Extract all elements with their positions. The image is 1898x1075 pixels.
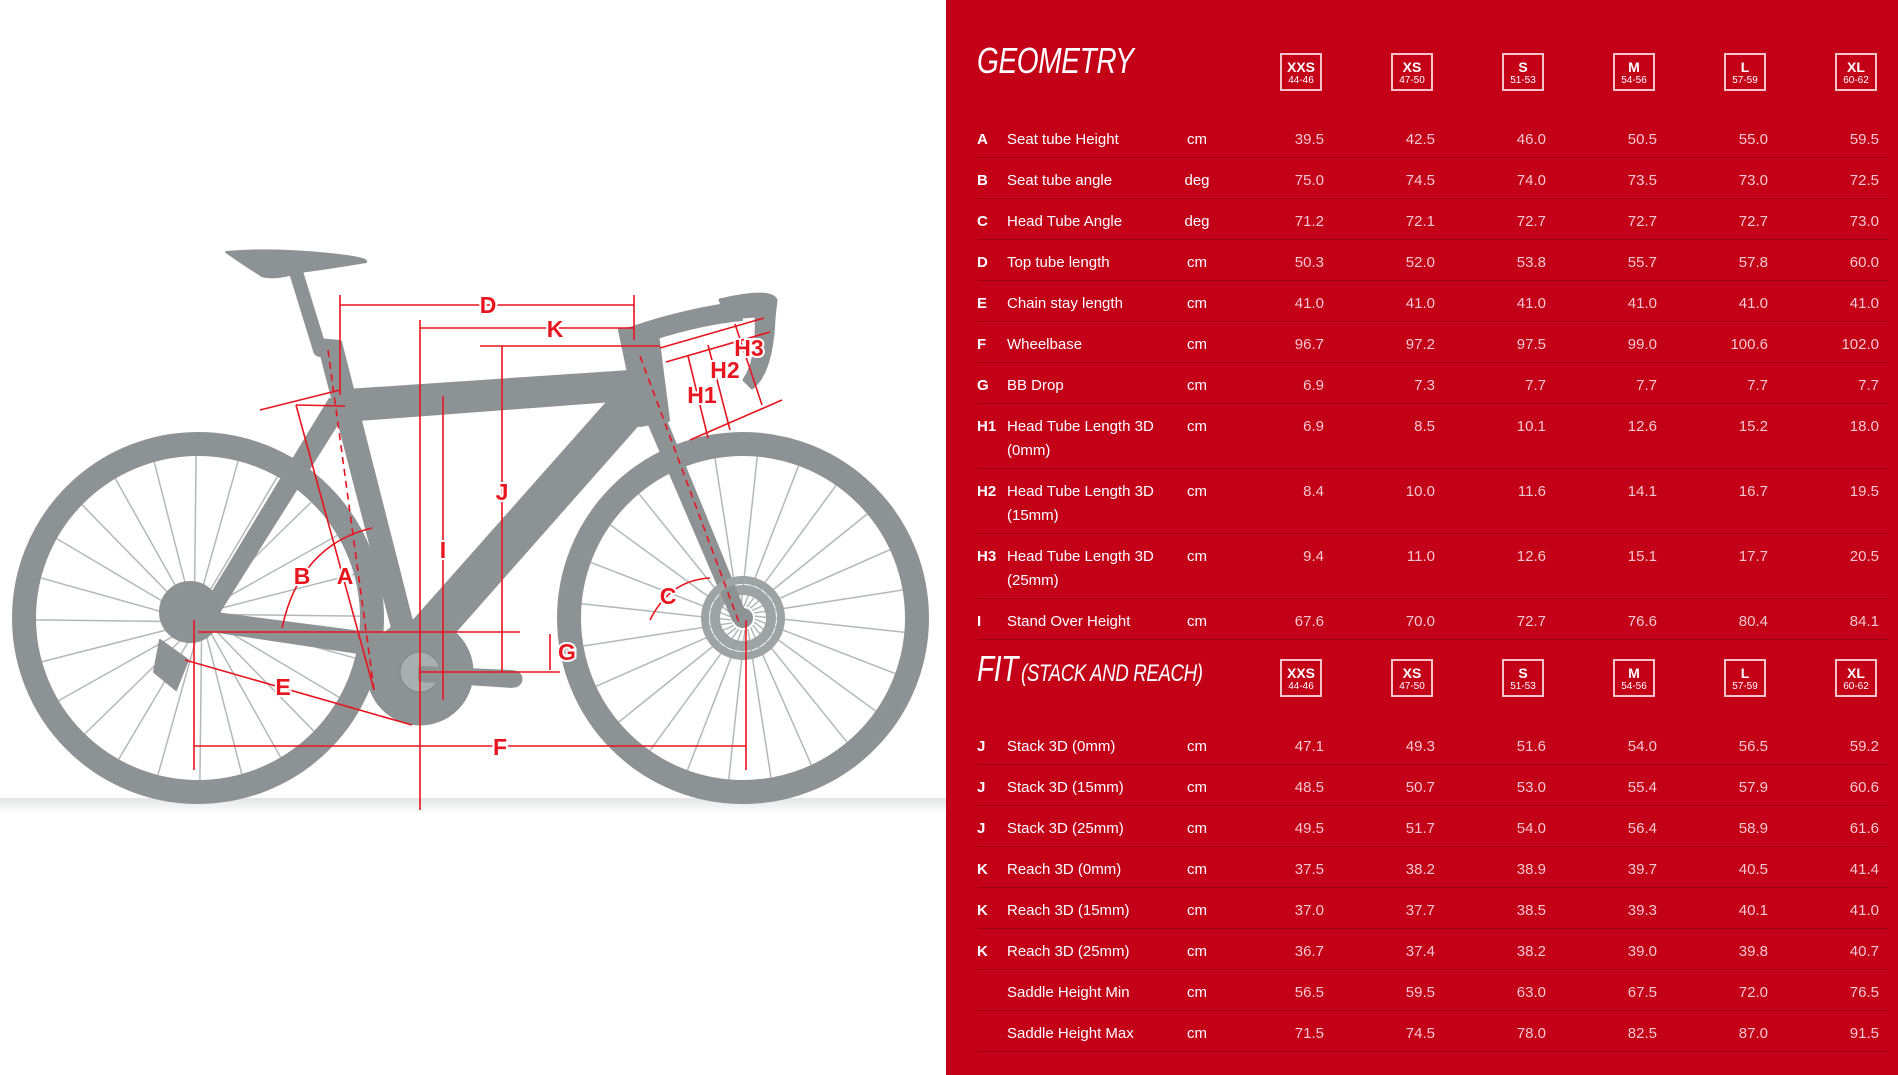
value-l: 41.0: [1738, 295, 1768, 312]
bike-frame: [154, 250, 781, 724]
value-s: 74.0: [1516, 172, 1546, 189]
value-xxs: 8.4: [1303, 483, 1324, 500]
size-header-xs: [1391, 53, 1433, 91]
value-xxs: 6.9: [1303, 377, 1324, 394]
table-row: [977, 199, 1888, 240]
value-l: 58.9: [1738, 820, 1768, 837]
size-range: 44-46: [1288, 681, 1314, 692]
size-range: 44-46: [1288, 75, 1314, 86]
dim-label-h1: H1: [687, 382, 717, 408]
value-l: 7.7: [1747, 377, 1768, 394]
size-name: XL: [1847, 665, 1865, 681]
value-xxs: 67.6: [1294, 613, 1324, 630]
size-header-s: [1502, 659, 1544, 697]
row-letter: B: [977, 172, 988, 189]
value-m: 99.0: [1627, 336, 1657, 353]
table-row: [977, 970, 1888, 1011]
value-l: 72.0: [1738, 984, 1768, 1001]
size-header-xxs: [1280, 53, 1322, 91]
row-label: Stack 3D (0mm): [1007, 738, 1116, 755]
value-xxs: 37.0: [1294, 902, 1324, 919]
row-label: Chain stay length: [1007, 295, 1123, 312]
value-xxs: 71.5: [1294, 1025, 1324, 1042]
value-s: 53.0: [1516, 779, 1546, 796]
value-xl: 18.0: [1849, 418, 1879, 435]
value-l: 15.2: [1738, 418, 1768, 435]
value-xl: 60.0: [1849, 254, 1879, 271]
value-xl: 7.7: [1858, 377, 1879, 394]
value-s: 72.7: [1516, 613, 1546, 630]
size-name: L: [1740, 665, 1750, 681]
row-label: Stack 3D (25mm): [1007, 820, 1124, 837]
size-range: 60-62: [1843, 75, 1869, 86]
wheel-spoke: [208, 628, 281, 757]
value-xs: 8.5: [1414, 418, 1435, 435]
row-unit: cm: [1187, 820, 1207, 837]
dim-label-e: E: [275, 674, 291, 700]
row-letter: C: [977, 213, 988, 230]
row-label: Seat tube angle: [1007, 172, 1113, 189]
value-xxs: 47.1: [1294, 738, 1324, 755]
value-xl: 41.0: [1849, 902, 1879, 919]
row-letter: I: [977, 613, 982, 630]
value-xs: 7.3: [1414, 377, 1435, 394]
row-letter: D: [977, 254, 988, 271]
value-xl: 41.4: [1849, 861, 1879, 878]
size-header-l: [1724, 53, 1766, 91]
dim-label-k: K: [546, 316, 564, 342]
value-m: 67.5: [1627, 984, 1657, 1001]
value-xs: 51.7: [1405, 820, 1435, 837]
wheel-spoke: [119, 632, 195, 760]
value-xl: 60.6: [1849, 779, 1879, 796]
value-l: 57.8: [1738, 254, 1768, 271]
value-s: 97.5: [1516, 336, 1546, 353]
dim-label-g: G: [558, 639, 576, 665]
value-xs: 11.0: [1406, 548, 1435, 565]
size-name: M: [1628, 665, 1640, 681]
table-row: [977, 847, 1888, 888]
value-m: 41.0: [1627, 295, 1657, 312]
row-letter: K: [977, 943, 988, 960]
dim-label-c: C: [659, 583, 677, 609]
value-s: 11.6: [1517, 483, 1546, 500]
value-xs: 41.0: [1405, 295, 1435, 312]
value-m: 55.7: [1627, 254, 1657, 271]
wheel-spoke: [202, 477, 278, 605]
value-m: 39.3: [1627, 902, 1657, 919]
value-xl: 19.5: [1849, 483, 1879, 500]
row-label: Wheelbase: [1007, 336, 1083, 353]
table-row: [977, 888, 1888, 929]
dim-label-b: B: [293, 563, 311, 589]
value-s: 12.6: [1516, 548, 1546, 565]
value-xxs: 6.9: [1303, 418, 1324, 435]
row-unit: cm: [1187, 131, 1207, 148]
row-label: Head Tube Length 3D (15mm): [1007, 483, 1154, 524]
size-header-m: [1613, 53, 1655, 91]
size-header-s: [1502, 53, 1544, 91]
size-range: 51-53: [1510, 75, 1536, 86]
value-s: 38.2: [1516, 943, 1546, 960]
value-s: 51.6: [1516, 738, 1546, 755]
value-s: 72.7: [1516, 213, 1546, 230]
row-unit: deg: [1184, 213, 1210, 230]
value-l: 73.0: [1738, 172, 1768, 189]
value-m: 50.5: [1627, 131, 1657, 148]
value-xl: 20.5: [1849, 548, 1879, 565]
size-header-l: [1724, 659, 1766, 697]
value-xl: 73.0: [1849, 213, 1879, 230]
size-range: 54-56: [1621, 75, 1647, 86]
value-xs: 50.7: [1405, 779, 1435, 796]
value-xxs: 71.2: [1294, 213, 1324, 230]
row-unit: cm: [1187, 943, 1207, 960]
row-letter: J: [977, 820, 986, 837]
value-xs: 38.2: [1405, 861, 1435, 878]
value-m: 15.1: [1627, 548, 1657, 565]
size-name: S: [1518, 665, 1528, 681]
value-l: 39.8: [1738, 943, 1768, 960]
value-m: 56.4: [1627, 820, 1657, 837]
row-unit: cm: [1187, 418, 1207, 435]
value-xs: 10.0: [1405, 483, 1435, 500]
value-s: 7.7: [1525, 377, 1546, 394]
value-xs: 97.2: [1405, 336, 1435, 353]
row-unit: cm: [1187, 483, 1207, 500]
size-name: L: [1740, 59, 1750, 75]
size-range: 57-59: [1732, 681, 1758, 692]
size-range: 51-53: [1510, 681, 1536, 692]
size-range: 60-62: [1843, 681, 1869, 692]
value-xs: 42.5: [1405, 131, 1435, 148]
row-label: Top tube length: [1007, 254, 1110, 271]
row-label: Saddle Height Min: [1007, 984, 1130, 1001]
size-range: 54-56: [1621, 681, 1647, 692]
size-header-xl: [1835, 659, 1877, 697]
dim-label-j: J: [495, 479, 509, 505]
value-xs: 74.5: [1405, 172, 1435, 189]
row-letter: G: [977, 377, 989, 394]
value-xxs: 9.4: [1303, 548, 1324, 565]
value-s: 38.9: [1516, 861, 1546, 878]
row-label: Saddle Height Max: [1007, 1025, 1134, 1042]
table-row: [977, 1011, 1888, 1052]
value-s: 53.8: [1516, 254, 1546, 271]
row-unit: cm: [1187, 548, 1207, 565]
table-row: [977, 404, 1888, 469]
value-m: 12.6: [1627, 418, 1657, 435]
row-letter: K: [977, 861, 988, 878]
value-xxs: 36.7: [1294, 943, 1324, 960]
value-l: 56.5: [1738, 738, 1768, 755]
value-s: 78.0: [1516, 1025, 1546, 1042]
size-range: 47-50: [1399, 681, 1425, 692]
value-xxs: 49.5: [1294, 820, 1324, 837]
row-unit: deg: [1184, 172, 1210, 189]
value-xl: 91.5: [1849, 1025, 1879, 1042]
value-xxs: 41.0: [1294, 295, 1324, 312]
row-letter: K: [977, 902, 988, 919]
row-unit: cm: [1187, 861, 1207, 878]
row-letter: E: [977, 295, 988, 312]
value-xxs: 39.5: [1294, 131, 1324, 148]
value-m: 82.5: [1627, 1025, 1657, 1042]
size-name: XXS: [1286, 59, 1315, 75]
row-letter: F: [977, 336, 987, 353]
row-letter: H3: [977, 548, 997, 565]
value-m: 39.7: [1627, 861, 1657, 878]
dim-label-h2: H2: [710, 357, 740, 383]
table-row: [977, 322, 1888, 363]
row-unit: cm: [1187, 984, 1207, 1001]
table-row: [977, 724, 1888, 765]
value-s: 46.0: [1516, 131, 1546, 148]
row-unit: cm: [1187, 1025, 1207, 1042]
table-row: [977, 281, 1888, 322]
size-name: XS: [1402, 59, 1422, 75]
value-xl: 59.2: [1849, 738, 1879, 755]
value-xs: 49.3: [1405, 738, 1435, 755]
bike-geometry-diagram: [0, 0, 946, 1075]
dim-label-h3: H3: [734, 335, 764, 361]
size-name: M: [1628, 59, 1640, 75]
bike-illustration: [0, 0, 946, 1075]
table-row: [977, 765, 1888, 806]
row-letter: J: [977, 779, 986, 796]
fit-title: FIT (STACK AND REACH): [977, 648, 1203, 689]
row-label: Reach 3D (0mm): [1007, 861, 1122, 878]
row-label: Reach 3D (15mm): [1007, 902, 1130, 919]
size-header-m: [1613, 659, 1655, 697]
value-xxs: 75.0: [1294, 172, 1324, 189]
table-row: [977, 929, 1888, 970]
row-unit: cm: [1187, 738, 1207, 755]
value-m: 54.0: [1627, 738, 1657, 755]
size-header-xs: [1391, 659, 1433, 697]
value-xs: 37.7: [1405, 902, 1435, 919]
table-row: [977, 806, 1888, 847]
value-l: 40.1: [1738, 902, 1768, 919]
value-m: 7.7: [1636, 377, 1657, 394]
row-label: Head Tube Length 3D (25mm): [1007, 548, 1154, 589]
row-unit: cm: [1187, 295, 1207, 312]
row-unit: cm: [1187, 336, 1207, 353]
value-xs: 70.0: [1405, 613, 1435, 630]
value-l: 72.7: [1738, 213, 1768, 230]
value-xl: 40.7: [1849, 943, 1879, 960]
table-row: [977, 240, 1888, 281]
row-letter: A: [977, 131, 988, 148]
dim-label-i: I: [439, 537, 447, 563]
value-m: 76.6: [1627, 613, 1657, 630]
row-label: Head Tube Length 3D (0mm): [1007, 418, 1154, 459]
value-xxs: 50.3: [1294, 254, 1324, 271]
wheel-spoke: [200, 632, 202, 780]
row-unit: cm: [1187, 902, 1207, 919]
row-label: Seat tube Height: [1007, 131, 1119, 148]
value-xxs: 56.5: [1294, 984, 1324, 1001]
dim-label-d: D: [479, 292, 497, 318]
value-xs: 74.5: [1405, 1025, 1435, 1042]
row-label: Reach 3D (25mm): [1007, 943, 1130, 960]
row-unit: cm: [1187, 377, 1207, 394]
value-l: 16.7: [1738, 483, 1768, 500]
size-name: S: [1518, 59, 1528, 75]
row-label: Stand Over Height: [1007, 613, 1131, 630]
value-l: 57.9: [1738, 779, 1768, 796]
geometry-panel: [946, 0, 1898, 1075]
size-header-xxs: [1280, 659, 1322, 697]
value-l: 87.0: [1738, 1025, 1768, 1042]
dim-label-f: F: [492, 734, 508, 760]
row-label: Stack 3D (15mm): [1007, 779, 1124, 796]
row-letter: J: [977, 738, 986, 755]
value-s: 63.0: [1516, 984, 1546, 1001]
value-m: 73.5: [1627, 172, 1657, 189]
geometry-title: GEOMETRY: [977, 40, 1134, 81]
value-xl: 59.5: [1849, 131, 1879, 148]
value-l: 100.6: [1730, 336, 1768, 353]
value-xl: 84.1: [1849, 613, 1879, 630]
size-range: 47-50: [1399, 75, 1425, 86]
value-xs: 59.5: [1405, 984, 1435, 1001]
value-s: 10.1: [1516, 418, 1546, 435]
value-l: 40.5: [1738, 861, 1768, 878]
row-label: Head Tube Angle: [1007, 213, 1123, 230]
size-header-xl: [1835, 53, 1877, 91]
size-range: 57-59: [1732, 75, 1758, 86]
table-row: [977, 117, 1888, 158]
size-name: XS: [1402, 665, 1422, 681]
value-xl: 41.0: [1849, 295, 1879, 312]
value-m: 55.4: [1627, 779, 1657, 796]
row-letter: H1: [977, 418, 997, 435]
value-m: 14.1: [1627, 483, 1657, 500]
table-row: [977, 363, 1888, 404]
dim-label-a: A: [336, 563, 354, 589]
value-m: 72.7: [1627, 213, 1657, 230]
table-row: [977, 599, 1888, 640]
value-s: 38.5: [1516, 902, 1546, 919]
size-name: XXS: [1286, 665, 1315, 681]
value-l: 55.0: [1738, 131, 1768, 148]
table-row: [977, 534, 1888, 599]
value-l: 80.4: [1738, 613, 1768, 630]
size-name: XL: [1847, 59, 1865, 75]
value-m: 39.0: [1627, 943, 1657, 960]
table-row: [977, 158, 1888, 199]
row-letter: H2: [977, 483, 997, 500]
value-xl: 72.5: [1849, 172, 1879, 189]
row-unit: cm: [1187, 254, 1207, 271]
value-xl: 61.6: [1849, 820, 1879, 837]
value-xxs: 48.5: [1294, 779, 1324, 796]
value-xs: 52.0: [1405, 254, 1435, 271]
value-s: 41.0: [1516, 295, 1546, 312]
value-xs: 72.1: [1405, 213, 1435, 230]
value-s: 54.0: [1516, 820, 1546, 837]
table-row: [977, 469, 1888, 534]
value-xxs: 37.5: [1294, 861, 1324, 878]
value-l: 17.7: [1738, 548, 1768, 565]
value-xl: 76.5: [1849, 984, 1879, 1001]
row-unit: cm: [1187, 779, 1207, 796]
row-unit: cm: [1187, 613, 1207, 630]
ground-shadow: [0, 798, 946, 814]
row-label: BB Drop: [1007, 377, 1064, 394]
value-xs: 37.4: [1405, 943, 1435, 960]
value-xl: 102.0: [1841, 336, 1879, 353]
value-xxs: 96.7: [1294, 336, 1324, 353]
